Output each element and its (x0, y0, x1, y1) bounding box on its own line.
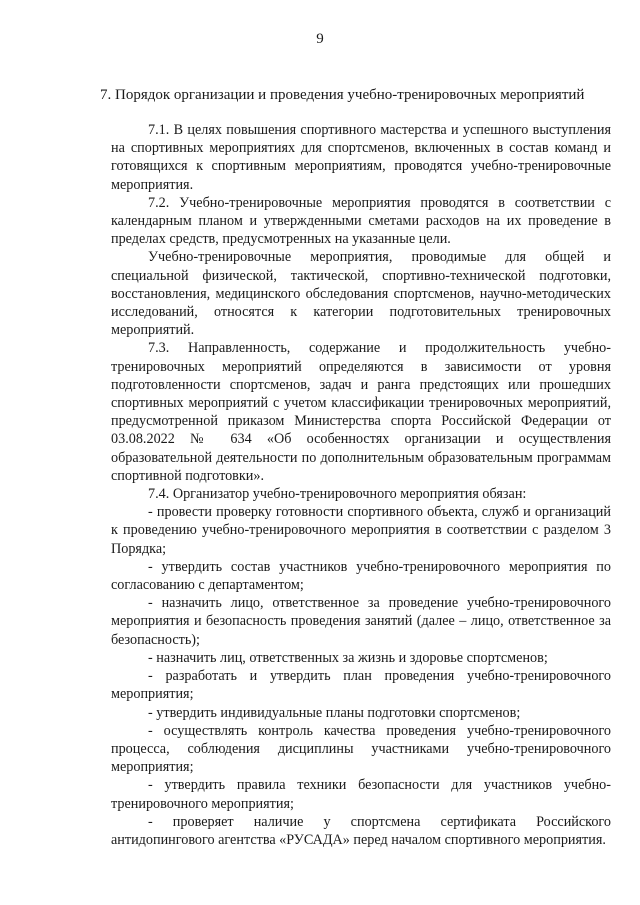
list-item: - утвердить правила техники безопасности для участников учебно-тренировочного мероприятия; (111, 777, 611, 812)
list-item: - осуществлять контроль качества проведения учебно-тренировочного процесса, соблюдения дисциплины участниками учебно-тренировочного мероприятия; (111, 722, 611, 776)
section-heading: 7. Порядок организации и проведения учебно-тренировочных мероприятий (100, 87, 585, 103)
paragraph-7-3: 7.3. Направленность, содержание и продолжительность учебно-тренировочных мероприятий определяются в зависимости от уровня подготовленности спортсменов, задач и ранга предстоящих или прошедших спортивных мероприятий с учетом классификации тренировочных мероприятий, предусмотренной приказом Министерства спорта Российской Федерации от 03.08.2022 № 634 «Об особенностях организации и осуществления образовательной деятельности по дополнительным образовательным программам спортивной подготовки». (111, 340, 611, 484)
paragraph-7-2: 7.2. Учебно-тренировочные мероприятия проводятся в соответствии с календарным планом и утвержденными сметами расходов на их проведение в пределах средств, предусмотренных на указанные цели. (111, 194, 611, 248)
paragraph-7-2-cont: Учебно-тренировочные мероприятия, проводимые для общей и специальной физической, тактической, спортивно-технической подготовки, восстановления, медицинского обследования спортсменов, научно-методических исследований, относятся к категории подготовительных тренировочных мероприятий. (111, 249, 611, 339)
list-item: - разработать и утвердить план проведения учебно-тренировочного мероприятия; (111, 668, 611, 703)
list-item: - провести проверку готовности спортивного объекта, служб и организаций к проведению учебно-тренировочного мероприятия в соответствии с разделом 3 Порядка; (111, 504, 611, 557)
section-body (111, 121, 611, 849)
list-item: - проверяет наличие у спортсмена сертификата Российского антидопингового агентства «РУСАДА» перед началом спортивного мероприятия. (111, 813, 611, 848)
list-item: - назначить лиц, ответственных за жизнь и здоровье спортсменов; (148, 649, 548, 666)
page-number: 9 (316, 31, 324, 47)
list-item: - утвердить состав участников учебно-тренировочного мероприятия по согласованию с департаментом; (111, 558, 611, 594)
paragraph-7-1: 7.1. В целях повышения спортивного мастерства и успешного выступления на спортивных мероприятиях для спортсменов, включенных в состав команд и готовящихся к спортивным мероприятиям, проводятся учебно-тренировочные мероприятия. (111, 122, 611, 193)
list-item: - утвердить индивидуальные планы подготовки спортсменов; (148, 704, 521, 721)
list-item: - назначить лицо, ответственное за проведение учебно-тренировочного мероприятия и безопасность проведения занятий (далее – лицо, ответственное за безопасность); (111, 595, 611, 648)
paragraph-7-4: 7.4. Организатор учебно-тренировочного мероприятия обязан: (148, 486, 527, 503)
